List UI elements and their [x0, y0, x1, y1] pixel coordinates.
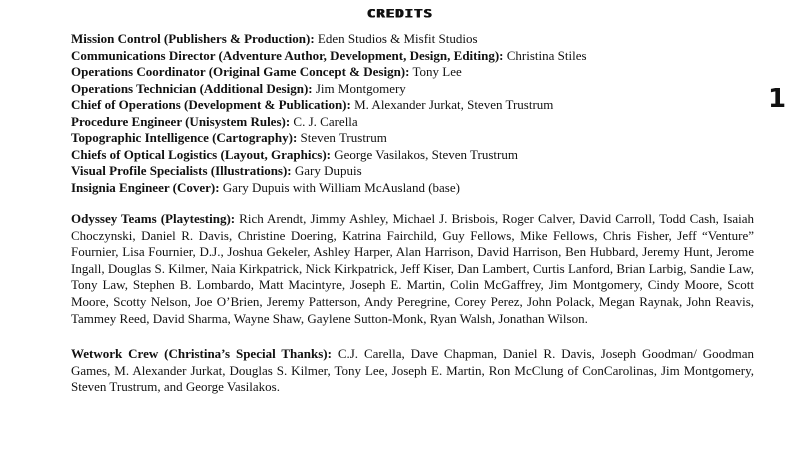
credit-line	[71, 180, 761, 197]
credit-role: Chiefs of Optical Logistics (Layout, Graphics):	[71, 146, 331, 162]
special-thanks-role: Wetwork Crew (Christina’s Special Thanks):	[71, 346, 332, 361]
credit-line	[71, 147, 761, 164]
credit-names: C. J. Carella	[293, 113, 358, 129]
credit-line	[71, 81, 761, 98]
credit-line	[71, 31, 761, 48]
credit-line	[71, 163, 761, 180]
credit-names: Steven Trustrum	[300, 130, 387, 145]
playtesting-role: Odyssey Teams (Playtesting):	[71, 211, 236, 226]
special-thanks-paragraph	[71, 346, 754, 396]
credit-role: Communications Director (Adventure Author, Development, Design, Editing):	[71, 47, 504, 63]
playtesting-paragraph	[71, 211, 754, 327]
credit-names: Christina Stiles	[506, 47, 587, 63]
credit-names: Jim Montgomery	[315, 80, 406, 96]
credit-line	[71, 97, 761, 114]
page-number: 1	[768, 84, 787, 114]
credit-names: Tony Lee	[412, 64, 462, 79]
credit-role: Visual Profile Specialists (Illustrations):	[71, 163, 292, 178]
credits-list	[71, 31, 761, 196]
credit-names: Eden Studios & Misfit Studios	[317, 31, 478, 46]
credit-names: George Vasilakos, Steven Trustrum	[334, 146, 518, 162]
page-title: CREDITS	[366, 7, 433, 21]
credit-role: Mission Control (Publishers & Production):	[71, 31, 315, 46]
credit-role: Procedure Engineer (Unisystem Rules):	[71, 113, 291, 129]
credit-role: Chief of Operations (Development & Publication):	[71, 97, 351, 112]
credit-line	[71, 114, 761, 131]
credit-role: Operations Technician (Additional Design):	[71, 80, 313, 96]
credit-role: Operations Coordinator (Original Game Concept & Design):	[71, 64, 410, 79]
credit-names: Gary Dupuis with William McAusland (base)	[222, 179, 460, 195]
credit-line	[71, 130, 761, 147]
credit-line	[71, 64, 761, 81]
credit-names: M. Alexander Jurkat, Steven Trustrum	[354, 97, 554, 112]
credit-line	[71, 48, 761, 65]
playtesting-names: Rich Arendt, Jimmy Ashley, Michael J. Brisbois, Roger Calver, David Carroll, Todd Cash, Isaiah Choczynski, Daniel R. Davis, Christine Doering, Katrina Fairchild, Guy Fellows, Mike Fellows, Chris Fisher, Jeff “Venture” Fournier, Lisa Fournier, D.J., Joshua Gekeler, Ashley Harper, Alan Harrison, David Harrison, Ben Hubbard, Jeremy Hunt, Jerome Ingall, Douglas S. Kilmer, Naia Kirkpatrick, Nick Kirkpatrick, Jeff Kiser, Dan Lambert, Curtis Lanford, Brian Larbig, Sandie Law, Tony Law, Stephen B. Lombardo, Matt Macintyre, Joseph E. Martin, Colin McGaffrey, Jim Montgomery, Cindy Moore, Scott Moore, Scotty Nelson, Joe O’Brien, Jeremy Patterson, Andy Peregrine, Corey Perez, John Polack, Megan Raynak, John Reavis, Tammey Reed, David Sharma, Wayne Shaw, Gaylene Sutton-Monk, Ryan Walsh, Jonathan Wilson.	[71, 211, 755, 326]
credit-role: Insignia Engineer (Cover):	[71, 179, 220, 195]
special-thanks-names: C.J. Carella, Dave Chapman, Daniel R. Davis, Joseph Goodman/ Goodman Games, M. Alexander Jurkat, Douglas S. Kilmer, Tony Lee, Joseph E. Martin, Ron McClung of ConCarolinas, Jim Montgomery, Steven Trustrum, and George Vasilakos.	[71, 346, 755, 395]
credit-names: Gary Dupuis	[294, 163, 362, 178]
credit-role: Topographic Intelligence (Cartography):	[71, 130, 298, 145]
